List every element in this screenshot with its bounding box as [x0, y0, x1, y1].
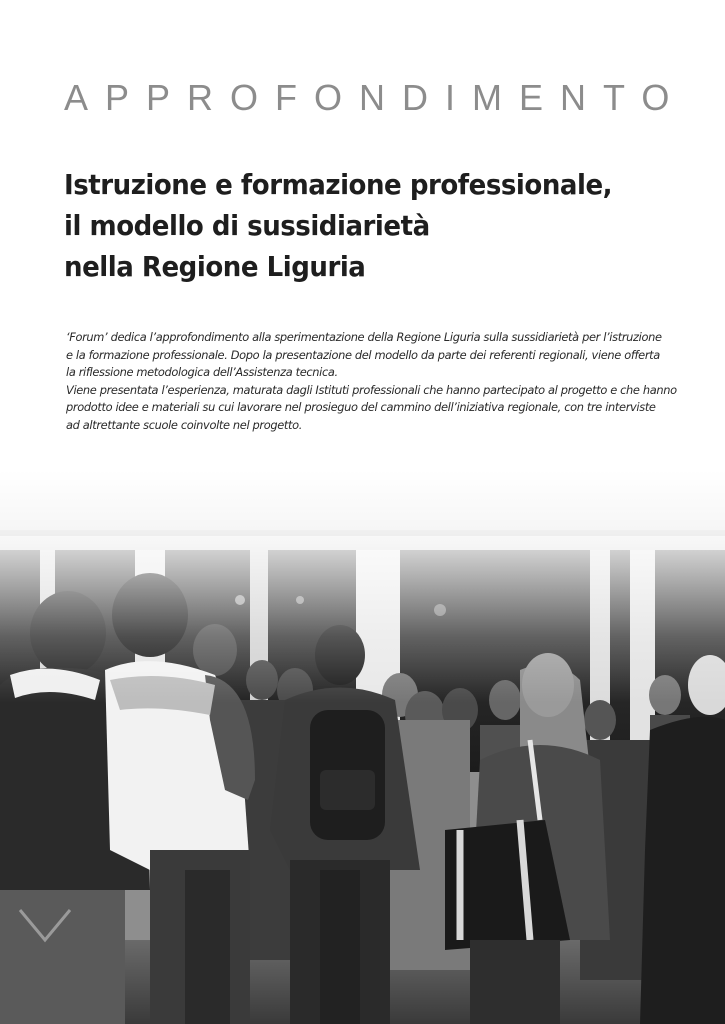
title-line-2: il modello di sussidiarietà — [64, 209, 430, 242]
intro-p2-line-3: ad altrettante scuole coinvolte nel progetto. — [66, 417, 303, 432]
students-crowd-photo — [0, 470, 725, 1024]
title-line-1: Istruzione e formazione professionale, — [64, 168, 613, 201]
section-label: APPROFONDIMENTO — [64, 77, 687, 118]
intro-p1-line-3: la riflessione metodologica dell’Assistenza tecnica. — [66, 365, 338, 379]
article-intro — [66, 329, 706, 434]
intro-paragraph-1 — [66, 329, 706, 382]
article-title — [64, 164, 659, 287]
intro-p2-line-2: prodotto idee e materiali su cui lavorare nel prosieguo del cammino dell’iniziativa regionale, con tre interviste — [66, 400, 656, 414]
intro-paragraph-2 — [66, 382, 706, 435]
title-line-3: nella Regione Liguria — [64, 250, 366, 283]
photo-illustration — [0, 470, 725, 1024]
intro-p1-line-2: e la formazione professionale. Dopo la presentazione del modello da parte dei referenti regionali, viene offerta — [66, 347, 660, 362]
intro-p1-line-1: ‘Forum’ dedica l’approfondimento alla sperimentazione della Regione Liguria sulla sussidiarietà per l’istruzione — [66, 330, 662, 344]
intro-p2-line-1: Viene presentata l’esperienza, maturata dagli Istituti professionali che hanno partecipato al progetto e che hanno — [66, 382, 677, 397]
